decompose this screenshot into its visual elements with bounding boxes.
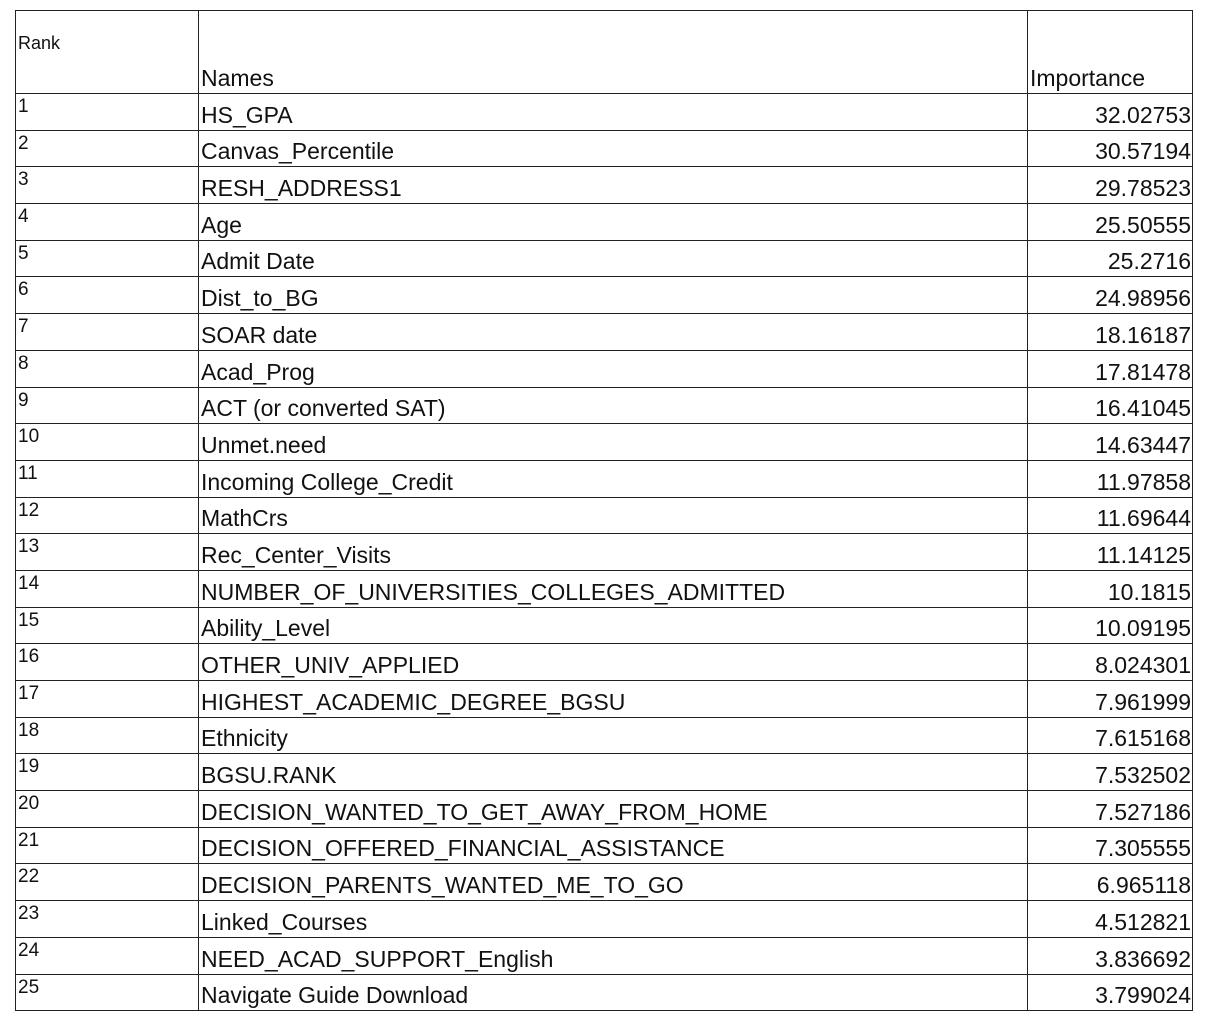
table-row [16,827,1193,864]
importance-cell: 4.512821 [1028,901,1193,938]
rank-cell: 10 [16,424,199,461]
name-cell: Ethnicity [199,717,1028,754]
importance-cell: 14.63447 [1028,424,1193,461]
rank-cell: 3 [16,167,199,204]
rank-cell: 23 [16,901,199,938]
table-body [16,11,1193,1011]
importance-cell: 10.09195 [1028,607,1193,644]
importance-cell: 16.41045 [1028,387,1193,424]
importance-cell: 7.527186 [1028,791,1193,828]
importance-cell: 11.69644 [1028,497,1193,534]
table-row [16,901,1193,938]
name-cell: NEED_ACAD_SUPPORT_English [199,937,1028,974]
header-names: Names [199,11,1028,94]
name-cell: HS_GPA [199,94,1028,131]
name-cell: DECISION_PARENTS_WANTED_ME_TO_GO [199,864,1028,901]
name-cell: ACT (or converted SAT) [199,387,1028,424]
rank-cell: 22 [16,864,199,901]
name-cell: Canvas_Percentile [199,130,1028,167]
rank-cell: 7 [16,314,199,351]
table-row [16,314,1193,351]
rank-cell: 16 [16,644,199,681]
table-row [16,167,1193,204]
table-row [16,607,1193,644]
name-cell: DECISION_WANTED_TO_GET_AWAY_FROM_HOME [199,791,1028,828]
table-row [16,240,1193,277]
rank-cell: 1 [16,94,199,131]
importance-cell: 11.14125 [1028,534,1193,571]
importance-cell: 30.57194 [1028,130,1193,167]
importance-cell: 7.961999 [1028,681,1193,718]
importance-cell: 25.50555 [1028,204,1193,241]
name-cell: Unmet.need [199,424,1028,461]
importance-cell: 11.97858 [1028,460,1193,497]
rank-cell: 5 [16,240,199,277]
importance-cell: 25.2716 [1028,240,1193,277]
name-cell: Incoming College_Credit [199,460,1028,497]
table-row [16,864,1193,901]
name-cell: Acad_Prog [199,350,1028,387]
name-cell: MathCrs [199,497,1028,534]
importance-cell: 32.02753 [1028,94,1193,131]
rank-cell: 6 [16,277,199,314]
importance-cell: 3.799024 [1028,974,1193,1011]
name-cell: Navigate Guide Download [199,974,1028,1011]
rank-cell: 9 [16,387,199,424]
importance-cell: 8.024301 [1028,644,1193,681]
importance-cell: 7.532502 [1028,754,1193,791]
table-row [16,717,1193,754]
name-cell: HIGHEST_ACADEMIC_DEGREE_BGSU [199,681,1028,718]
table-row [16,681,1193,718]
table-row [16,130,1193,167]
rank-cell: 18 [16,717,199,754]
importance-cell: 18.16187 [1028,314,1193,351]
table-row [16,497,1193,534]
name-cell: SOAR date [199,314,1028,351]
table-row [16,974,1193,1011]
name-cell: Rec_Center_Visits [199,534,1028,571]
importance-table [15,10,1193,1011]
importance-cell: 6.965118 [1028,864,1193,901]
name-cell: RESH_ADDRESS1 [199,167,1028,204]
importance-cell: 24.98956 [1028,277,1193,314]
rank-cell: 8 [16,350,199,387]
table-row [16,204,1193,241]
table-row [16,350,1193,387]
rank-cell: 17 [16,681,199,718]
name-cell: DECISION_OFFERED_FINANCIAL_ASSISTANCE [199,827,1028,864]
table-row [16,570,1193,607]
header-row [16,11,1193,94]
name-cell: NUMBER_OF_UNIVERSITIES_COLLEGES_ADMITTED [199,570,1028,607]
importance-cell: 7.615168 [1028,717,1193,754]
table-row [16,94,1193,131]
table-row [16,791,1193,828]
name-cell: Age [199,204,1028,241]
rank-cell: 12 [16,497,199,534]
rank-cell: 14 [16,570,199,607]
table-row [16,937,1193,974]
rank-cell: 21 [16,827,199,864]
rank-cell: 4 [16,204,199,241]
rank-cell: 15 [16,607,199,644]
rank-cell: 25 [16,974,199,1011]
table-row [16,534,1193,571]
importance-cell: 29.78523 [1028,167,1193,204]
table-row [16,387,1193,424]
importance-cell: 17.81478 [1028,350,1193,387]
rank-cell: 2 [16,130,199,167]
table-row [16,644,1193,681]
importance-cell: 10.1815 [1028,570,1193,607]
rank-cell: 19 [16,754,199,791]
rank-cell: 11 [16,460,199,497]
table-row [16,277,1193,314]
rank-cell: 13 [16,534,199,571]
name-cell: Ability_Level [199,607,1028,644]
name-cell: Admit Date [199,240,1028,277]
rank-cell: 24 [16,937,199,974]
table-row [16,460,1193,497]
table-row [16,754,1193,791]
rank-cell: 20 [16,791,199,828]
importance-cell: 7.305555 [1028,827,1193,864]
header-importance: Importance [1028,11,1193,94]
table-row [16,424,1193,461]
name-cell: Dist_to_BG [199,277,1028,314]
header-rank: Rank [16,11,199,94]
name-cell: Linked_Courses [199,901,1028,938]
name-cell: OTHER_UNIV_APPLIED [199,644,1028,681]
importance-cell: 3.836692 [1028,937,1193,974]
name-cell: BGSU.RANK [199,754,1028,791]
